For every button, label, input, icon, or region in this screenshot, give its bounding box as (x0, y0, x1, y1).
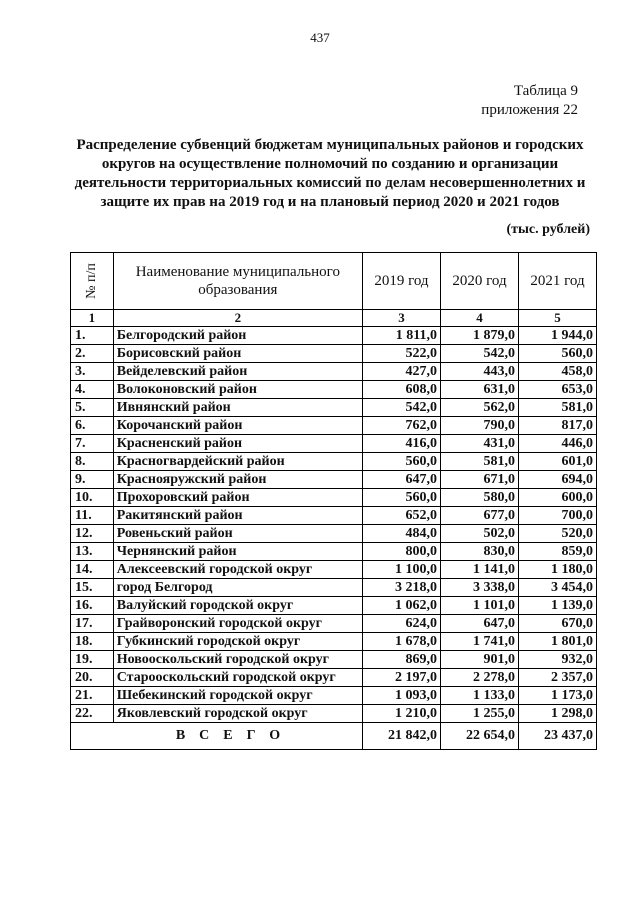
value-2020: 542,0 (440, 345, 518, 363)
value-2020: 631,0 (440, 381, 518, 399)
value-2021: 653,0 (518, 381, 596, 399)
header-num-text: № п/п (83, 263, 99, 299)
row-number: 18. (71, 633, 114, 651)
row-number: 14. (71, 561, 114, 579)
total-label: ВСЕГО (71, 723, 363, 750)
value-2021: 520,0 (518, 525, 596, 543)
value-2019: 652,0 (362, 507, 440, 525)
table-row (71, 525, 597, 543)
value-2020: 1 101,0 (440, 597, 518, 615)
row-name: Губкинский городской округ (113, 633, 362, 651)
header-name: Наименование муниципального образования (113, 253, 362, 310)
header-2021: 2021 год (518, 253, 596, 310)
document-title: Распределение субвенций бюджетам муниципальных районов и городских округов на осуществление полномочий по созданию и организации деятельности территориальных комиссий по делам несовершеннолетних и защите их прав на 2019 год и на плановый период 2020 и 2021 годов (74, 137, 586, 210)
value-2019: 560,0 (362, 489, 440, 507)
row-name: Алексеевский городской округ (113, 561, 362, 579)
value-2021: 817,0 (518, 417, 596, 435)
table-row (71, 543, 597, 561)
row-number: 5. (71, 399, 114, 417)
row-number: 4. (71, 381, 114, 399)
row-number: 19. (71, 651, 114, 669)
value-2020: 901,0 (440, 651, 518, 669)
value-2019: 647,0 (362, 471, 440, 489)
row-number: 1. (71, 327, 114, 345)
table-row (71, 561, 597, 579)
row-name: Красногвардейский район (113, 453, 362, 471)
value-2019: 484,0 (362, 525, 440, 543)
row-number: 10. (71, 489, 114, 507)
table-header-row (71, 253, 597, 310)
row-number: 7. (71, 435, 114, 453)
value-2021: 1 173,0 (518, 687, 596, 705)
value-2019: 542,0 (362, 399, 440, 417)
row-number: 11. (71, 507, 114, 525)
value-2020: 1 741,0 (440, 633, 518, 651)
table-row (71, 615, 597, 633)
table-row (71, 507, 597, 525)
value-2020: 3 338,0 (440, 579, 518, 597)
value-2020: 647,0 (440, 615, 518, 633)
table-reference (481, 82, 578, 120)
row-number: 9. (71, 471, 114, 489)
value-2021: 700,0 (518, 507, 596, 525)
table-ref-line2: приложения 22 (481, 102, 578, 118)
total-2020: 22 654,0 (440, 723, 518, 750)
value-2019: 416,0 (362, 435, 440, 453)
row-name: Яковлевский городской округ (113, 705, 362, 723)
value-2020: 1 879,0 (440, 327, 518, 345)
value-2019: 624,0 (362, 615, 440, 633)
value-2019: 608,0 (362, 381, 440, 399)
row-number: 21. (71, 687, 114, 705)
value-2021: 1 180,0 (518, 561, 596, 579)
value-2019: 1 100,0 (362, 561, 440, 579)
value-2020: 443,0 (440, 363, 518, 381)
header-2019: 2019 год (362, 253, 440, 310)
row-name: Новооскольский городской округ (113, 651, 362, 669)
value-2020: 1 255,0 (440, 705, 518, 723)
value-2019: 1 093,0 (362, 687, 440, 705)
table-row (71, 651, 597, 669)
value-2020: 1 141,0 (440, 561, 518, 579)
value-2021: 1 944,0 (518, 327, 596, 345)
value-2019: 3 218,0 (362, 579, 440, 597)
header-num (71, 253, 114, 310)
value-2021: 1 801,0 (518, 633, 596, 651)
value-2020: 2 278,0 (440, 669, 518, 687)
value-2020: 431,0 (440, 435, 518, 453)
column-numbers-row (71, 310, 597, 327)
column-number: 4 (440, 310, 518, 327)
value-2020: 502,0 (440, 525, 518, 543)
value-2019: 869,0 (362, 651, 440, 669)
row-name: Красненский район (113, 435, 362, 453)
table-row (71, 705, 597, 723)
value-2020: 677,0 (440, 507, 518, 525)
value-2020: 562,0 (440, 399, 518, 417)
row-name: Краснояружский район (113, 471, 362, 489)
row-name: Ракитянский район (113, 507, 362, 525)
total-2021: 23 437,0 (518, 723, 596, 750)
row-number: 8. (71, 453, 114, 471)
row-name: Вейделевский район (113, 363, 362, 381)
row-number: 15. (71, 579, 114, 597)
column-number: 2 (113, 310, 362, 327)
table-row (71, 687, 597, 705)
value-2021: 581,0 (518, 399, 596, 417)
row-number: 16. (71, 597, 114, 615)
value-2020: 1 133,0 (440, 687, 518, 705)
row-number: 3. (71, 363, 114, 381)
row-name: Старооскольский городской округ (113, 669, 362, 687)
table-ref-line1: Таблица 9 (513, 83, 578, 99)
table-row (71, 363, 597, 381)
subventions-table (70, 252, 597, 750)
row-name: Волоконовский район (113, 381, 362, 399)
value-2019: 1 062,0 (362, 597, 440, 615)
row-name: город Белгород (113, 579, 362, 597)
value-2020: 671,0 (440, 471, 518, 489)
row-name: Ивнянский район (113, 399, 362, 417)
table-row (71, 633, 597, 651)
header-2020: 2020 год (440, 253, 518, 310)
value-2019: 2 197,0 (362, 669, 440, 687)
value-2019: 560,0 (362, 453, 440, 471)
value-2021: 458,0 (518, 363, 596, 381)
row-number: 13. (71, 543, 114, 561)
value-2021: 1 298,0 (518, 705, 596, 723)
value-2021: 560,0 (518, 345, 596, 363)
row-name: Корочанский район (113, 417, 362, 435)
table-row (71, 435, 597, 453)
value-2019: 1 678,0 (362, 633, 440, 651)
units-label: (тыс. рублей) (506, 222, 590, 237)
row-number: 12. (71, 525, 114, 543)
row-number: 22. (71, 705, 114, 723)
value-2020: 581,0 (440, 453, 518, 471)
value-2021: 446,0 (518, 435, 596, 453)
column-number: 3 (362, 310, 440, 327)
row-name: Борисовский район (113, 345, 362, 363)
page-number: 437 (310, 30, 330, 45)
value-2021: 601,0 (518, 453, 596, 471)
value-2021: 859,0 (518, 543, 596, 561)
value-2019: 1 210,0 (362, 705, 440, 723)
table-row (71, 399, 597, 417)
value-2019: 800,0 (362, 543, 440, 561)
value-2021: 1 139,0 (518, 597, 596, 615)
column-number: 5 (518, 310, 596, 327)
value-2019: 522,0 (362, 345, 440, 363)
table-body (71, 327, 597, 723)
table-row (71, 579, 597, 597)
total-2019: 21 842,0 (362, 723, 440, 750)
value-2019: 762,0 (362, 417, 440, 435)
row-number: 17. (71, 615, 114, 633)
table-row (71, 489, 597, 507)
column-number: 1 (71, 310, 114, 327)
value-2021: 3 454,0 (518, 579, 596, 597)
table-row (71, 417, 597, 435)
value-2021: 2 357,0 (518, 669, 596, 687)
value-2021: 600,0 (518, 489, 596, 507)
value-2019: 427,0 (362, 363, 440, 381)
total-row (71, 723, 597, 750)
row-number: 2. (71, 345, 114, 363)
row-name: Грайворонский городской округ (113, 615, 362, 633)
value-2021: 670,0 (518, 615, 596, 633)
row-name: Шебекинский городской округ (113, 687, 362, 705)
row-name: Белгородский район (113, 327, 362, 345)
value-2021: 694,0 (518, 471, 596, 489)
value-2019: 1 811,0 (362, 327, 440, 345)
row-number: 20. (71, 669, 114, 687)
value-2020: 580,0 (440, 489, 518, 507)
row-name: Чернянский район (113, 543, 362, 561)
table-row (71, 327, 597, 345)
row-name: Ровеньский район (113, 525, 362, 543)
row-number: 6. (71, 417, 114, 435)
table-row (71, 345, 597, 363)
table-row (71, 471, 597, 489)
value-2020: 830,0 (440, 543, 518, 561)
table-row (71, 453, 597, 471)
row-name: Прохоровский район (113, 489, 362, 507)
table-row (71, 669, 597, 687)
table-row (71, 597, 597, 615)
value-2020: 790,0 (440, 417, 518, 435)
table-row (71, 381, 597, 399)
row-name: Валуйский городской округ (113, 597, 362, 615)
value-2021: 932,0 (518, 651, 596, 669)
